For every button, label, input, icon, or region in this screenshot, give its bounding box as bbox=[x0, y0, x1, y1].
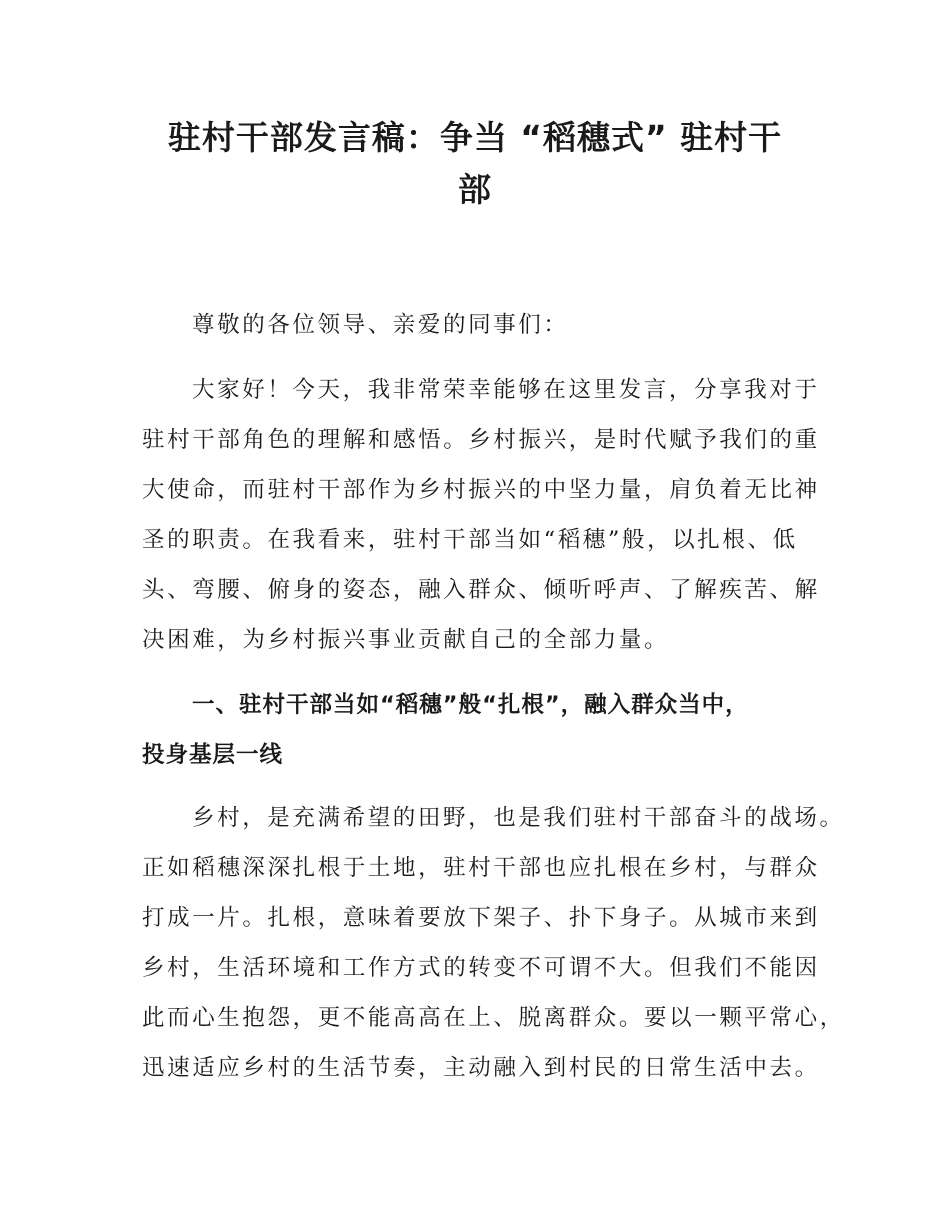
paragraph-section1 bbox=[142, 793, 845, 1093]
section-heading bbox=[142, 680, 822, 780]
text-line: 圣的职责。在我看来，驻村干部当如“稻穗”般，以扎根、低 bbox=[142, 527, 798, 553]
greeting: 尊敬的各位领导、亲爱的同事们： bbox=[192, 312, 569, 338]
title-line: 驻村干部发言稿：争当 “稻穗式” 驻村干 bbox=[167, 118, 783, 157]
paragraph-intro bbox=[142, 365, 822, 665]
heading-line: 一、驻村干部当如“稻穗”般“扎根”，融入群众当中， bbox=[192, 692, 749, 718]
title-line: 部 bbox=[458, 170, 492, 209]
text-line: 驻村干部角色的理解和感悟。乡村振兴，是时代赋予我们的重 bbox=[142, 427, 820, 453]
text-line: 此而心生抱怨，更不能高高在上、脱离群众。要以一颗平常心， bbox=[142, 1005, 845, 1031]
heading-line: 投身基层一线 bbox=[142, 742, 284, 768]
text-line: 乡村，生活环境和工作方式的转变不可谓不大。但我们不能因 bbox=[142, 955, 820, 981]
text-line: 打成一片。扎根，意味着要放下架子、扑下身子。从城市来到 bbox=[142, 905, 820, 931]
text-line: 决困难，为乡村振兴事业贡献自己的全部力量。 bbox=[142, 627, 670, 653]
text-line: 头、弯腰、俯身的姿态，融入群众、倾听呼声、了解疾苦、解 bbox=[142, 577, 820, 603]
text-line: 乡村，是充满希望的田野，也是我们驻村干部奋斗的战场。 bbox=[192, 805, 845, 831]
text-line: 大使命，而驻村干部作为乡村振兴的中坚力量，肩负着无比神 bbox=[142, 477, 820, 503]
text-line: 正如稻穗深深扎根于土地，驻村干部也应扎根在乡村，与群众 bbox=[142, 855, 820, 881]
text-line: 大家好！今天，我非常荣幸能够在这里发言，分享我对于 bbox=[192, 377, 820, 403]
document-title bbox=[140, 112, 810, 216]
text-line: 迅速适应乡村的生活节奏，主动融入到村民的日常生活中去。 bbox=[142, 1055, 820, 1081]
